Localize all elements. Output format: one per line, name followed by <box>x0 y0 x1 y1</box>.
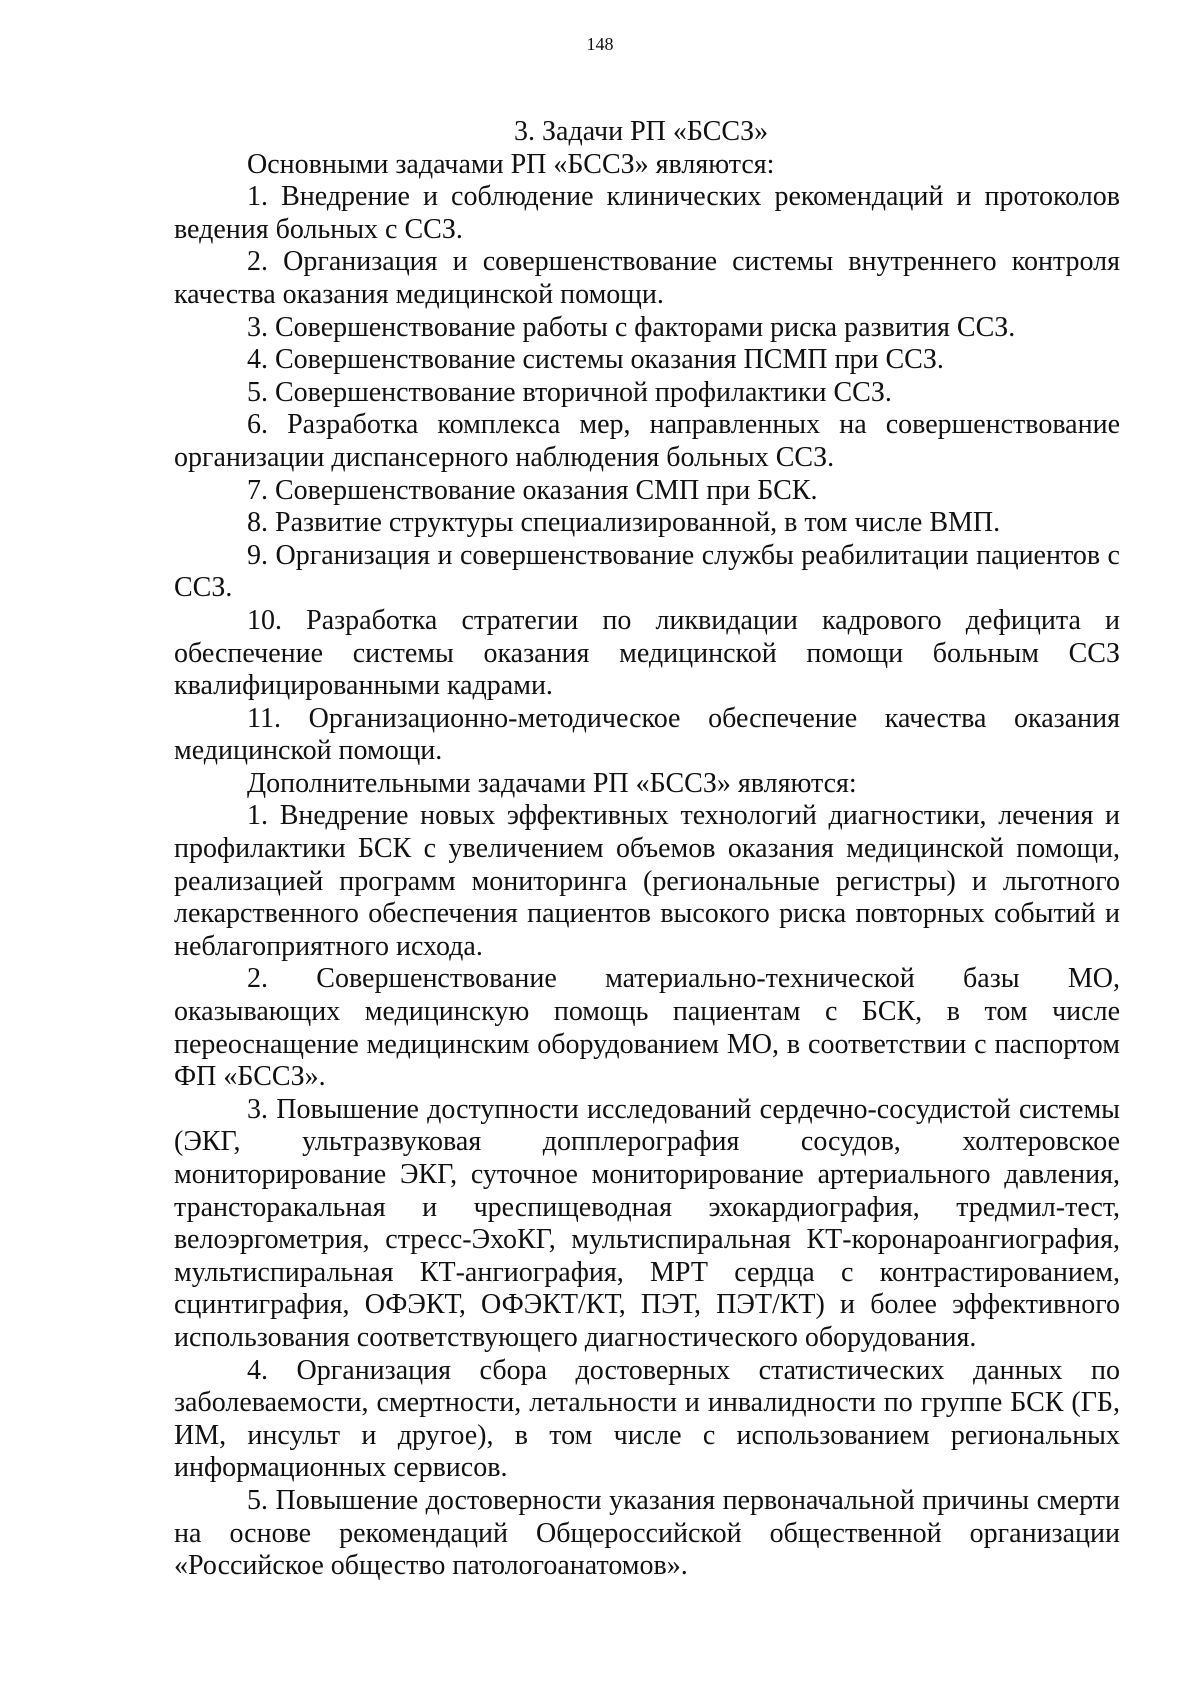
additional-task-4: 4. Организация сбора достоверных статистических данных по заболеваемости, смертности, летальности и инвалидности по группе БСК (ГБ, ИМ, инсульт и другое), в том числе с использованием региональных информационных сервисов. <box>174 1354 1120 1484</box>
main-task-2: 2. Организация и совершенствование системы внутреннего контроля качества оказания медицинской помощи. <box>174 246 1120 310</box>
main-task-4: 4. Совершенствование системы оказания ПСМП при ССЗ. <box>247 344 944 376</box>
additional-task-1: 1. Внедрение новых эффективных технологий диагностики, лечения и профилактики БСК с увеличением объемов оказания медицинской помощи, реализацией программ мониторинга (региональные регистры) и льготного лекарственного обеспечения пациентов высокого риска повторных событий и неблагоприятного исхода. <box>174 800 1120 962</box>
document-body <box>174 116 1120 1583</box>
additional-task-3: 3. Повышение доступности исследований сердечно-сосудистой системы (ЭКГ, ультразвуковая допплерография сосудов, холтеровское мониторирование ЭКГ, суточное мониторирование артериального давления, трансторакальная и чреспищеводная эхокардиография, тредмил-тест, велоэргометрия, стресс-ЭхоКГ, мультиспиральная КТ-коронароангиография, мультиспиральная КТ-ангиография, МРТ сердца с контрастированием, сцинтиграфия, ОФЭКТ, ОФЭКТ/КТ, ПЭТ, ПЭТ/КТ) и более эффективного использования соответствующего диагностического оборудования. <box>174 1093 1120 1353</box>
main-task-11: 11. Организационно-методическое обеспечение качества оказания медицинской помощи. <box>174 702 1120 767</box>
main-task-10: 10. Разработка стратегии по ликвидации кадрового дефицита и обеспечение системы оказания медицинской помощи больным ССЗ квалифицированными кадрами. <box>174 604 1120 702</box>
main-task-8: 8. Развитие структуры специализированной, в том числе ВМП. <box>247 507 1001 539</box>
section-title: 3. Задачи РП «БССЗ» <box>514 116 769 147</box>
additional-tasks-intro: Дополнительными задачами РП «БССЗ» являются: <box>247 767 857 799</box>
page-number: 148 <box>586 34 614 54</box>
main-task-1: 1. Внедрение и соблюдение клинических рекомендаций и протоколов ведения больных с ССЗ. <box>174 181 1120 245</box>
main-task-6: 6. Разработка комплекса мер, направленных на совершенствование организации диспансерного наблюдения больных ССЗ. <box>174 409 1120 473</box>
main-task-7: 7. Совершенствование оказания СМП при БСК. <box>247 474 818 506</box>
additional-task-5: 5. Повышение достоверности указания первоначальной причины смерти на основе рекомендаций Общероссийской общественной организации «Российское общество патологоанатомов». <box>174 1484 1120 1582</box>
main-task-5: 5. Совершенствование вторичной профилактики ССЗ. <box>247 376 892 408</box>
additional-task-2: 2. Совершенствование материально-технической базы МО, оказывающих медицинскую помощь пациентам с БСК, в том числе переоснащение медицинским оборудованием МО, в соответствии с паспортом ФП «БССЗ». <box>174 963 1120 1093</box>
main-task-9: 9. Организация и совершенствование службы реабилитации пациентов с ССЗ. <box>174 539 1120 604</box>
main-task-3: 3. Совершенствование работы с факторами риска развития ССЗ. <box>247 311 1016 343</box>
main-tasks-intro: Основными задачами РП «БССЗ» являются: <box>247 148 775 180</box>
